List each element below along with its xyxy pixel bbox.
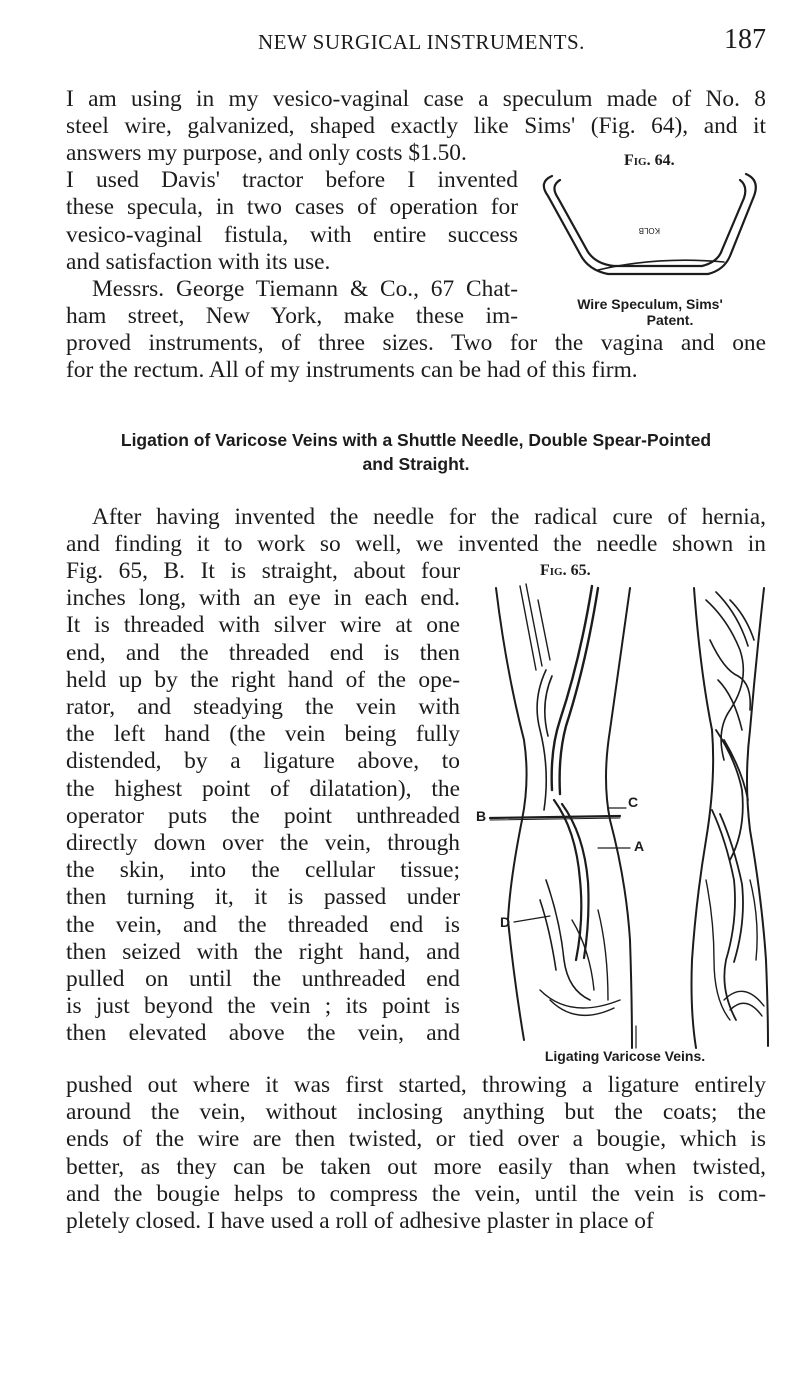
fig64-caption-line1: Wire Speculum, Sims' bbox=[577, 296, 723, 312]
fig65-caption: Ligating Varicose Veins. bbox=[544, 1048, 706, 1064]
running-title: NEW SURGICAL INSTRUMENTS. bbox=[258, 30, 585, 54]
text-line: end, and the threaded end is then bbox=[66, 639, 460, 666]
text-line: I am using in my vesico-vaginal case a speculum made of No. 8 bbox=[66, 86, 766, 112]
text-line: then turning it, it is passed under bbox=[66, 884, 460, 911]
text-line: operator puts the point unthreaded bbox=[66, 802, 460, 829]
text-line: the left hand (the vein being fully bbox=[66, 721, 460, 748]
intro-paragraph-narrow bbox=[66, 140, 518, 276]
text-line: held up by the right hand of the ope- bbox=[66, 666, 460, 693]
text-line: is just beyond the vein ; its point is bbox=[66, 993, 460, 1020]
text-line: pulled on until the unthreaded end bbox=[66, 966, 460, 993]
fig64-caption-line2: Patent. bbox=[646, 312, 694, 328]
text-line: inches long, with an eye in each end. bbox=[66, 585, 460, 612]
text-line: better, as they can be taken out more easily than when twisted, bbox=[66, 1153, 766, 1180]
text-line: After having invented the needle for the radical cure of hernia, bbox=[92, 504, 766, 530]
text-line: for the rectum. All of my instruments can be had of this firm. bbox=[66, 357, 638, 384]
tiemann-paragraph-full bbox=[66, 330, 766, 384]
fig65-label-a: A bbox=[634, 838, 645, 854]
intro-paragraph-full bbox=[66, 86, 766, 140]
text-line: then seized with the right hand, and bbox=[66, 938, 460, 965]
fig65-label-b: B bbox=[476, 808, 487, 824]
text-line: and finding it to work so well, we invented the needle shown in bbox=[66, 531, 766, 558]
section-heading-line1: Ligation of Varicose Veins with a Shuttle Needle, Double Spear-Pointed bbox=[120, 430, 712, 450]
text-line: these specula, in two cases of operation for bbox=[66, 194, 518, 221]
text-line: Messrs. George Tiemann & Co., 67 Chat- bbox=[92, 276, 518, 302]
text-line: pletely closed. I have used a roll of adhesive plaster in place of bbox=[66, 1208, 654, 1235]
ligation-paragraph-opening bbox=[66, 504, 766, 558]
fig65-label: Fig. 65. bbox=[540, 562, 591, 579]
text-line: I used Davis' tractor before I invented bbox=[66, 167, 518, 194]
text-line: steel wire, galvanized, shaped exactly like Sims' (Fig. 64), and it bbox=[66, 113, 766, 140]
text-line: proved instruments, of three sizes. Two for the vagina and one bbox=[66, 330, 766, 356]
fig64-label: Fig. 64. bbox=[624, 152, 675, 169]
text-line: around the vein, without inclosing anything but the coats; the bbox=[66, 1099, 766, 1126]
text-line: the highest point of dilatation), the bbox=[66, 775, 460, 802]
text-line: and satisfaction with its use. bbox=[66, 248, 331, 275]
fig65-label-c: C bbox=[628, 794, 639, 810]
ligation-paragraph-narrow bbox=[66, 558, 460, 1048]
text-line: answers my purpose, and only costs $1.50. bbox=[66, 140, 467, 166]
running-head bbox=[0, 18, 800, 58]
text-line: rator, and steadying the vein with bbox=[66, 694, 460, 721]
text-line: ham street, New York, make these im- bbox=[66, 303, 518, 330]
ligation-paragraph-closing bbox=[66, 1072, 766, 1235]
text-line: ends of the wire are then twisted, or tied over a bougie, which is bbox=[66, 1126, 766, 1153]
text-line: and the bougie helps to compress the vein, until the vein is com- bbox=[66, 1180, 766, 1207]
fig65-label-d: D bbox=[500, 914, 511, 930]
speculum-illustration bbox=[528, 170, 768, 290]
text-line: then elevated above the vein, and bbox=[66, 1020, 460, 1047]
text-line: the skin, into the cellular tissue; bbox=[66, 857, 460, 884]
section-heading bbox=[66, 428, 766, 476]
text-line: Fig. 65, B. It is straight, about four bbox=[66, 558, 460, 584]
section-heading-line2: and Straight. bbox=[362, 454, 470, 474]
text-line: pushed out where it was first started, throwing a ligature entirely bbox=[66, 1072, 766, 1098]
text-line: directly down over the vein, through bbox=[66, 830, 460, 857]
text-line: distended, by a ligature above, to bbox=[66, 748, 460, 775]
text-line: the vein, and the threaded end is bbox=[66, 911, 460, 938]
text-line: vesico-vaginal fistula, with entire success bbox=[66, 221, 518, 248]
tiemann-paragraph-narrow bbox=[66, 276, 518, 330]
page-number: 187 bbox=[724, 24, 766, 55]
speculum-engraving: KOLB bbox=[638, 226, 660, 235]
varicose-vein-illustration bbox=[480, 580, 770, 1050]
text-line: It is threaded with silver wire at one bbox=[66, 612, 460, 639]
fig64-caption bbox=[528, 296, 772, 328]
